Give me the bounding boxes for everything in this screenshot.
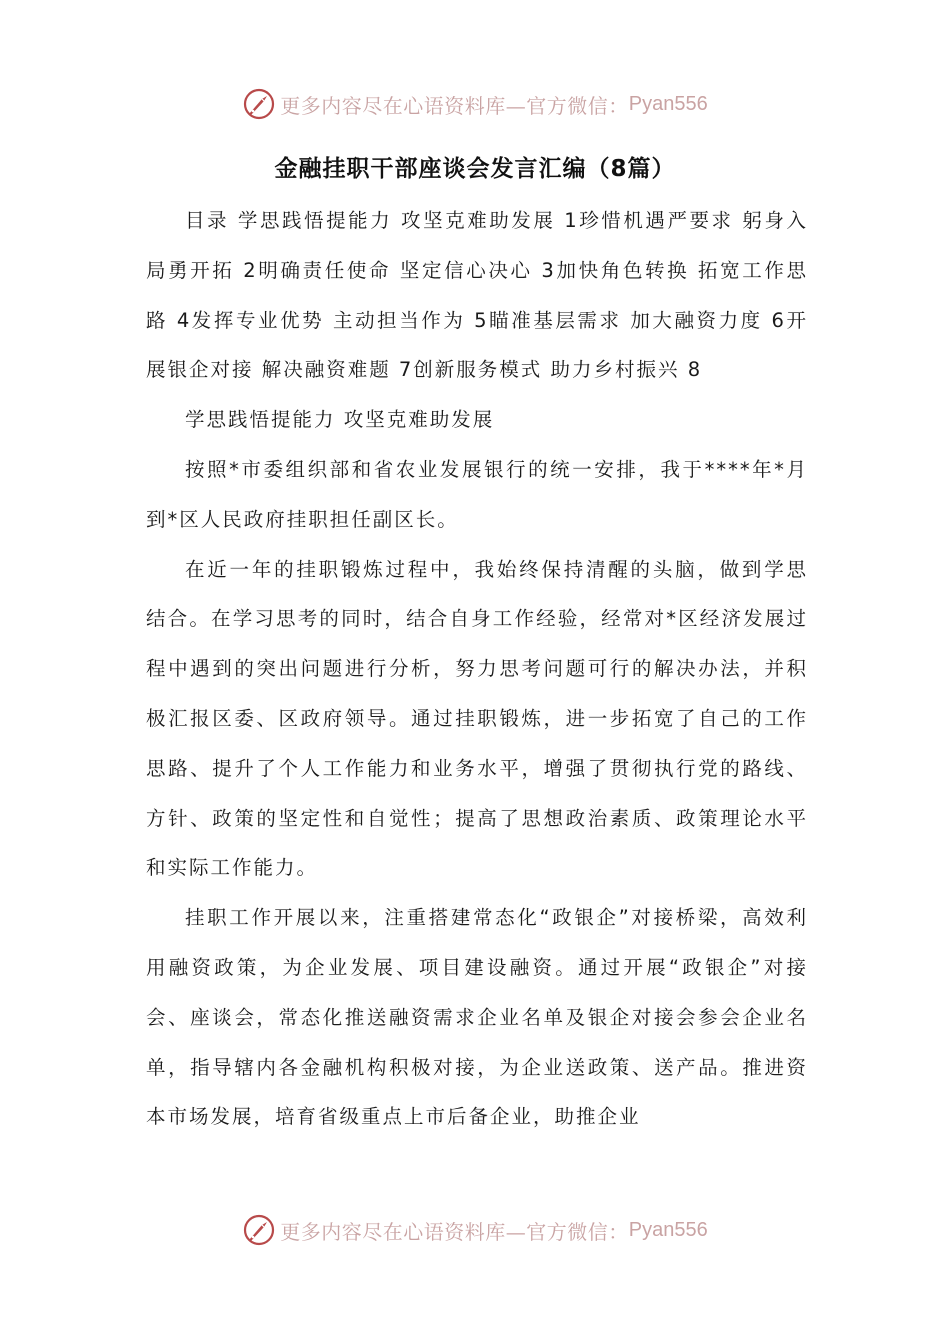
footer-watermark (0, 1210, 950, 1250)
watermark-wechat-id: Pyan556 (628, 1218, 708, 1241)
pen-nib-logo-icon (242, 87, 276, 121)
document-title: 金融挂职干部座谈会发言汇编（8篇） (274, 156, 676, 182)
document-body (146, 196, 808, 1142)
body-paragraph: 挂职工作开展以来，注重搭建常态化“政银企”对接桥梁，高效利用融资政策，为企业发展、项目建设融资。通过开展“政银企”对接会、座谈会，常态化推送融资需求企业名单及银企对接会参会企业名单，指导辖内各金融机构积极对接，为企业送政策、送产品。推进资本市场发展，培育省级重点上市后备企业，助推企业 (146, 906, 808, 1129)
watermark-text: 更多内容尽在心语资料库—官方微信： (280, 93, 629, 118)
section-heading: 学思践悟提能力 攻坚克难助发展 (185, 408, 495, 432)
body-paragraph: 在近一年的挂职锻炼过程中，我始终保持清醒的头脑，做到学思结合。在学习思考的同时，结合自身工作经验，经常对*区经济发展过程中遇到的突出问题进行分析，努力思考问题可行的解决办法，并积极汇报区委、区政府领导。通过挂职锻炼，进一步拓宽了自己的工作思路、提升了个人工作能力和业务水平，增强了贯彻执行党的路线、方针、政策的坚定性和自觉性；提高了思想政治素质、政策理论水平和实际工作能力。 (146, 557, 808, 880)
watermark-wechat-id: Pyan556 (628, 92, 708, 115)
table-of-contents-paragraph: 目录 学思践悟提能力 攻坚克难助发展 1珍惜机遇严要求 躬身入局勇开拓 2明确责任使命 坚定信心决心 3加快角色转换 拓宽工作思路 4发挥专业优势 主动担当作为 5瞄准基层需求 加大融资力度 6开展银企对接 解决融资难题 7创新服务模式 助力乡村振兴 8 (146, 209, 808, 382)
header-watermark (0, 84, 950, 124)
body-paragraph: 按照*市委组织部和省农业发展银行的统一安排，我于****年*月到*区人民政府挂职担任副区长。 (146, 457, 808, 531)
watermark-text: 更多内容尽在心语资料库—官方微信： (280, 1219, 629, 1244)
pen-nib-logo-icon (242, 1213, 276, 1247)
